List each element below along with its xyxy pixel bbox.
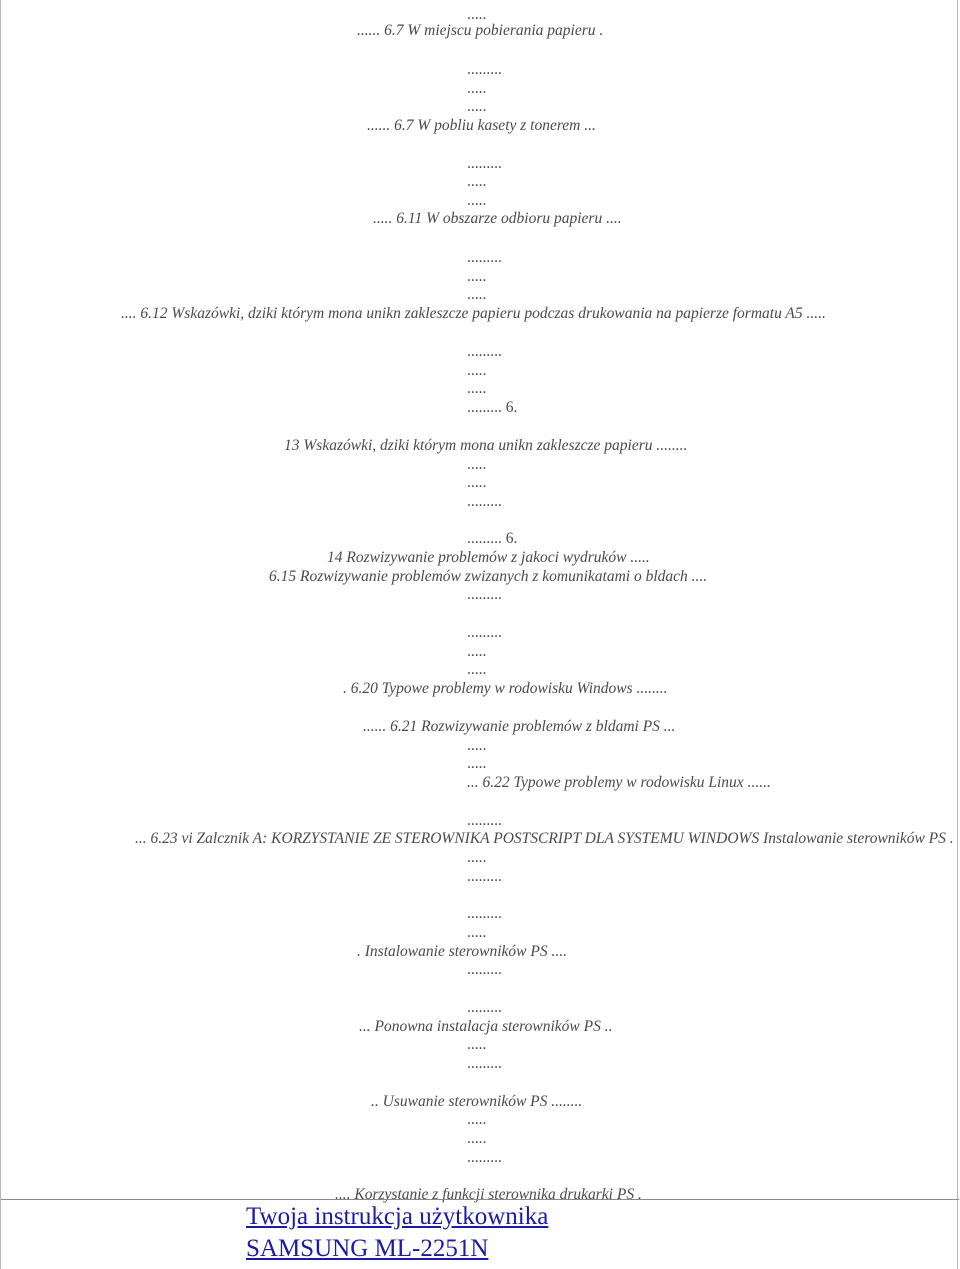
toc-line: .. Usuwanie sterowników PS ........ [371, 1093, 583, 1110]
toc-line: ..... [467, 80, 487, 97]
toc-line: ..... [467, 849, 487, 866]
toc-line: ...... 6.21 Rozwizywanie problemów z bldami PS ... [363, 718, 676, 735]
footer-link-manual[interactable]: Twoja instrukcja użytkownika [246, 1203, 549, 1230]
toc-line: .... Korzystanie z funkcji sterownika drukarki PS . [335, 1186, 642, 1203]
toc-line: ..... [467, 268, 487, 285]
toc-line: ......... [467, 868, 502, 885]
toc-line: ...... 6.7 W miejscu pobierania papieru . [357, 22, 604, 39]
toc-line: ......... [467, 155, 502, 172]
toc-line: ..... [467, 286, 487, 303]
toc-line: ..... [467, 1130, 487, 1147]
toc-line: ..... [467, 173, 487, 190]
toc-line: ......... [467, 961, 502, 978]
toc-line: ......... [467, 249, 502, 266]
toc-line: ..... [467, 643, 487, 660]
toc-line: ......... [467, 493, 502, 510]
toc-line: ......... [467, 343, 502, 360]
toc-line: ..... [467, 98, 487, 115]
toc-line: ..... [467, 380, 487, 397]
toc-line: ......... 6. [467, 530, 518, 547]
toc-line: ..... [467, 737, 487, 754]
toc-line: . 6.20 Typowe problemy w rodowisku Windows ........ [343, 680, 668, 697]
toc-line: ... Ponowna instalacja sterowników PS .. [359, 1018, 613, 1035]
toc-line: ..... [467, 456, 487, 473]
toc-line: ..... [467, 755, 487, 772]
toc-line: ......... 6. [467, 399, 518, 416]
toc-line: ......... [467, 61, 502, 78]
toc-line: ......... [467, 1149, 502, 1166]
footer-divider [1, 1199, 959, 1200]
toc-line: 14 Rozwizywanie problemów z jakoci wydruków ..... [327, 549, 650, 566]
toc-line: ... 6.22 Typowe problemy w rodowisku Linux ...... [467, 774, 771, 791]
toc-line: .... 6.12 Wskazówki, dziki którym mona unikn zakleszcze papieru podczas drukowania na papierze formatu A5 ..... [121, 305, 826, 322]
footer-link-model[interactable]: SAMSUNG ML-2251N [246, 1235, 489, 1262]
toc-line: . Instalowanie sterowników PS .... [357, 943, 567, 960]
toc-line: ..... [467, 474, 487, 491]
toc-line: 6.15 Rozwizywanie problemów zwizanych z komunikatami o bldach .... [269, 568, 708, 585]
toc-line: ..... [467, 6, 487, 23]
toc-line: ..... [467, 1111, 487, 1128]
toc-line: ..... 6.11 W obszarze odbioru papieru .... [373, 210, 622, 227]
toc-line: ......... [467, 999, 502, 1016]
toc-line: ...... 6.7 W pobliu kasety z tonerem ... [367, 117, 596, 134]
toc-line: ......... [467, 586, 502, 603]
toc-line: 13 Wskazówki, dziki którym mona unikn zakleszcze papieru ........ [284, 437, 688, 454]
toc-line: ..... [467, 924, 487, 941]
toc-line: ......... [467, 624, 502, 641]
toc-line: ......... [467, 812, 502, 829]
toc-line: ..... [467, 1036, 487, 1053]
toc-line: ..... [467, 661, 487, 678]
toc-line: ..... [467, 362, 487, 379]
toc-line: ......... [467, 905, 502, 922]
toc-line: ... 6.23 vi Zalcznik A: KORZYSTANIE ZE STEROWNIKA POSTSCRIPT DLA SYSTEMU WINDOWS Instalowanie sterowników PS . [135, 830, 954, 847]
toc-line: ......... [467, 1055, 502, 1072]
toc-line: ..... [467, 192, 487, 209]
